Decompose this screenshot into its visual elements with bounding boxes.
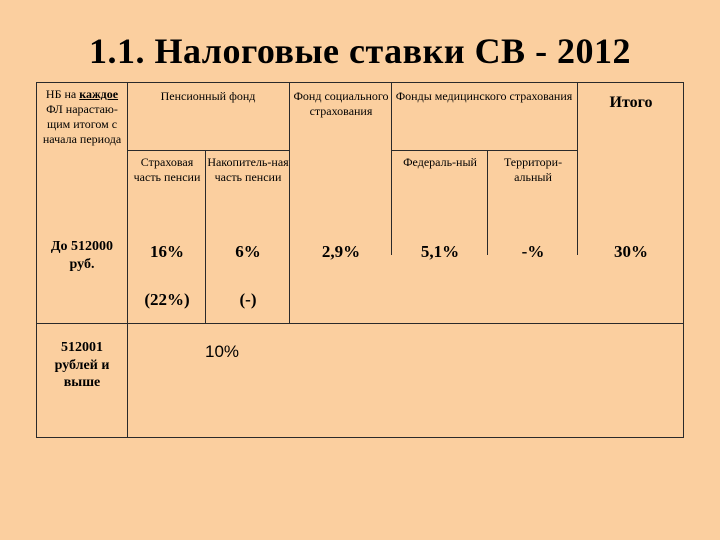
header-funded-part: Накопитель-ная часть пенсии [207, 155, 289, 184]
row1-total-rate: 30% [614, 242, 648, 261]
header-social-fund: Фонд социального страхования [293, 89, 389, 118]
col-divider-5 [487, 151, 488, 255]
row1-social-rate: 2,9% [321, 242, 361, 261]
col-divider-4 [391, 83, 392, 255]
header-tax-base-suffix: ФЛ нарастаю-щим итогом с начала периода [42, 102, 122, 146]
header-tax-base [39, 87, 125, 147]
page-title: 1.1. Налоговые ставки СВ - 2012 [88, 31, 632, 71]
row1-funded-alt-rate: (-) [239, 290, 257, 309]
header-total: Итого [609, 94, 653, 111]
row1-insurance-rate: 16% [150, 242, 184, 261]
header-medical-funds: Фонды медицинского страхования [395, 89, 573, 103]
row1-federal-rate: 5,1% [420, 242, 460, 261]
row-divider-header-med [391, 150, 577, 151]
tax-rates-table [36, 82, 684, 438]
col-divider-3 [289, 83, 290, 323]
col-divider-2 [205, 151, 206, 323]
row2-rate: 10% [204, 342, 240, 361]
row1-territorial-rate: -% [521, 242, 545, 261]
row-divider-header [127, 150, 289, 151]
row2-label: 512001 рублей и выше [54, 340, 110, 390]
header-insurance-part: Страховая часть пенсии [133, 155, 201, 184]
col-divider-1 [127, 83, 128, 437]
row1-insurance-alt-rate: (22%) [144, 290, 190, 309]
header-pension-fund: Пенсионный фонд [160, 89, 256, 103]
header-tax-base-prefix: НБ на [45, 87, 77, 101]
header-tax-base-underlined: каждое [79, 87, 119, 101]
header-territorial: Территори-альный [503, 155, 563, 184]
header-federal: Федераль-ный [403, 155, 477, 169]
row1-label: До 512000 руб. [50, 239, 114, 272]
row1-funded-rate: 6% [235, 242, 261, 261]
row-divider-pension [127, 323, 289, 324]
